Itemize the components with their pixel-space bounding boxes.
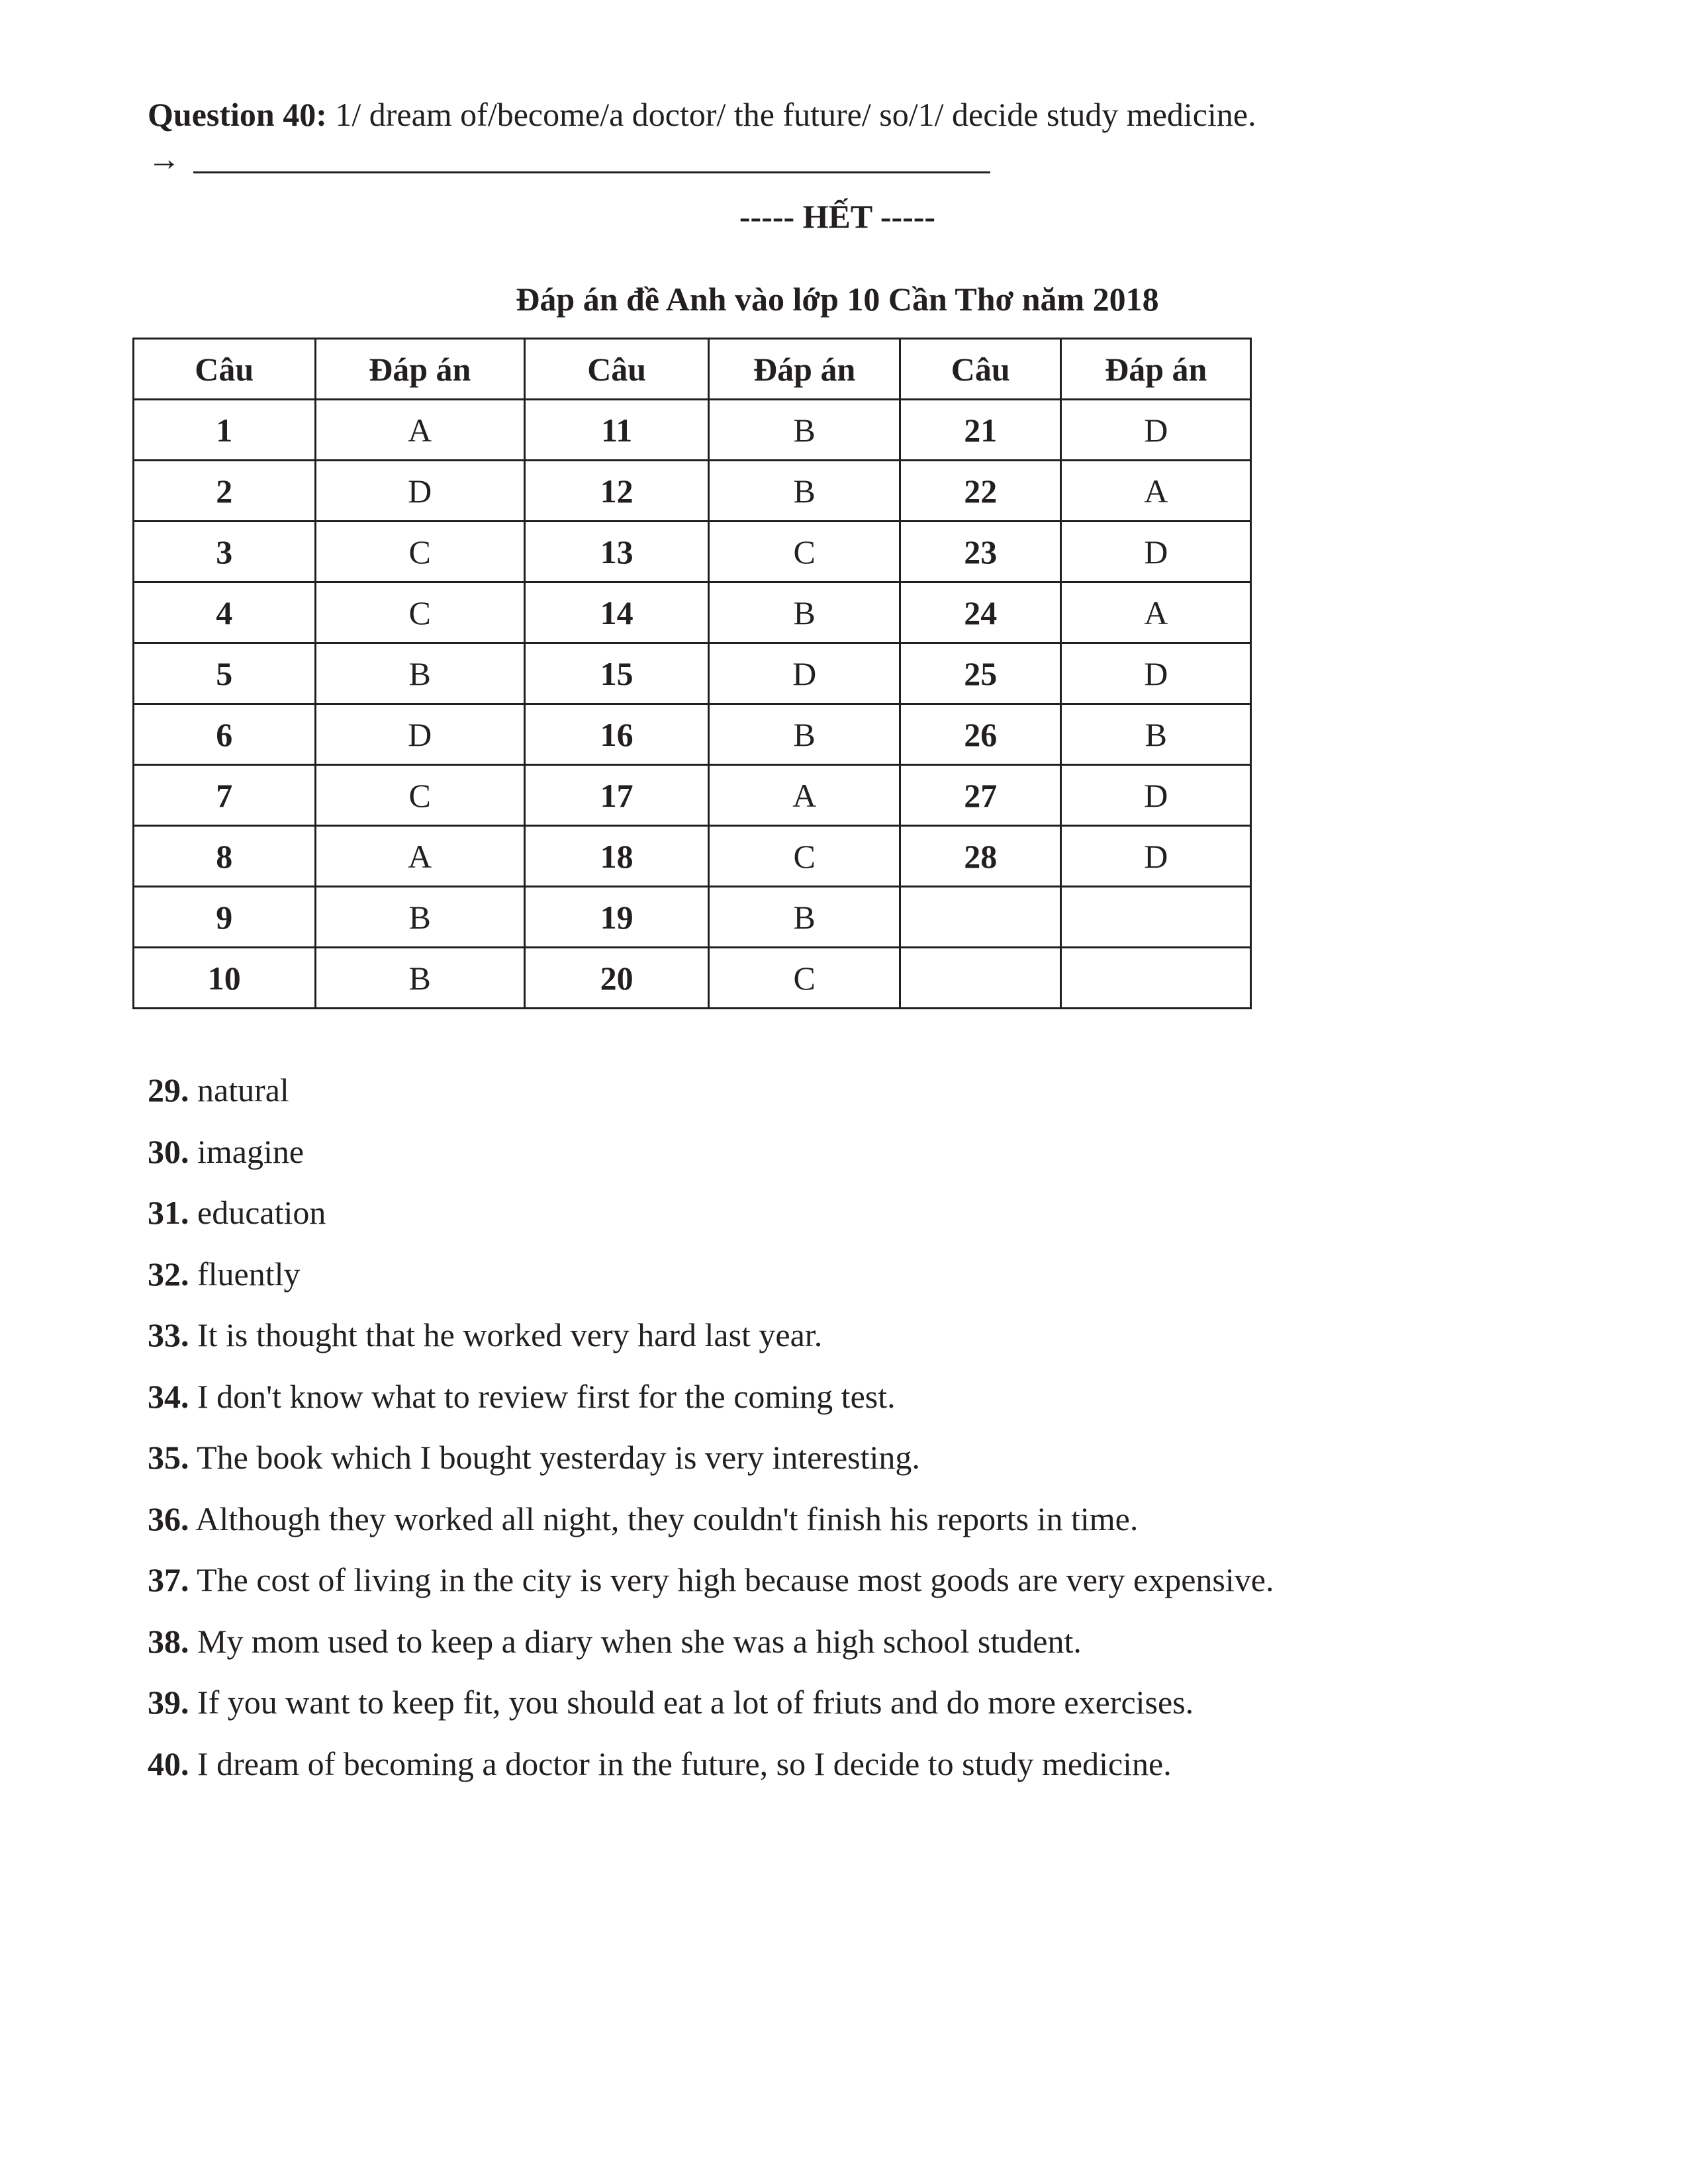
answer-text: If you want to keep fit, you should eat a lot of friuts and do more exercises.: [189, 1684, 1194, 1721]
answer-item: [148, 1377, 1274, 1441]
answer-text: The cost of living in the city is very high because most goods are very expensive.: [189, 1561, 1274, 1598]
question-number-cell: 17: [524, 765, 709, 826]
answer-cell: C: [709, 826, 900, 887]
column-header: Câu: [524, 339, 709, 400]
answer-cell: B: [315, 643, 524, 704]
column-header: Đáp án: [315, 339, 524, 400]
question-number-cell: 28: [900, 826, 1061, 887]
question-number-cell: 24: [900, 582, 1061, 643]
answer-cell: B: [709, 582, 900, 643]
question-number-cell: 21: [900, 400, 1061, 461]
table-row: [134, 704, 1251, 765]
question-40: [148, 98, 1256, 131]
answer-key-title: Đáp án đề Anh vào lớp 10 Cần Thơ năm 2018: [516, 281, 1159, 318]
table-row: [134, 948, 1251, 1009]
answer-number: 37.: [148, 1561, 189, 1598]
question-number-cell: 2: [134, 461, 316, 522]
answer-cell: [1061, 887, 1251, 948]
answer-item: [148, 1441, 1274, 1502]
question-number-cell: 22: [900, 461, 1061, 522]
question-number-cell: 12: [524, 461, 709, 522]
arrow-icon: →: [148, 140, 181, 177]
answer-cell: D: [1061, 522, 1251, 582]
answer-item: [148, 1622, 1274, 1686]
column-header: Đáp án: [1061, 339, 1251, 400]
column-header: Câu: [134, 339, 316, 400]
question-number-cell: [900, 887, 1061, 948]
answer-cell: B: [709, 461, 900, 522]
answer-number: 38.: [148, 1622, 189, 1660]
question-number-cell: 18: [524, 826, 709, 887]
answer-item: [148, 1686, 1274, 1747]
question-number-cell: [900, 948, 1061, 1009]
answer-blank-line: [193, 171, 990, 173]
answer-text: It is thought that he worked very hard last year.: [189, 1316, 823, 1353]
answer-cell: D: [1061, 765, 1251, 826]
answer-number: 39.: [148, 1684, 189, 1721]
question-number-cell: 26: [900, 704, 1061, 765]
table-row: [134, 765, 1251, 826]
question-number-cell: 20: [524, 948, 709, 1009]
answer-cell: D: [1061, 400, 1251, 461]
answer-number: 29.: [148, 1071, 189, 1109]
answer-cell: B: [315, 887, 524, 948]
table-row: [134, 400, 1251, 461]
question-number-cell: 10: [134, 948, 316, 1009]
question-text: 1/ dream of/become/a doctor/ the future/ so/1/ decide study medicine.: [326, 96, 1256, 133]
question-number-cell: 1: [134, 400, 316, 461]
table-row: [134, 826, 1251, 887]
answer-cell: D: [709, 643, 900, 704]
question-number-cell: 27: [900, 765, 1061, 826]
answer-number: 30.: [148, 1132, 189, 1170]
table-header-row: [134, 339, 1251, 400]
answer-cell: B: [709, 400, 900, 461]
question-number-cell: 25: [900, 643, 1061, 704]
answer-cell: B: [709, 887, 900, 948]
answer-text: fluently: [189, 1255, 301, 1293]
answer-item: [148, 1563, 1274, 1625]
answer-cell: A: [709, 765, 900, 826]
answer-number: 31.: [148, 1194, 189, 1231]
answer-cell: A: [315, 400, 524, 461]
answer-cell: A: [1061, 582, 1251, 643]
answer-cell: B: [709, 704, 900, 765]
answer-item: [148, 1196, 1274, 1257]
answer-number: 40.: [148, 1745, 189, 1782]
table-row: [134, 887, 1251, 948]
answer-number: 36.: [148, 1500, 189, 1537]
answer-item: [148, 1132, 1274, 1197]
answer-cell: C: [315, 765, 524, 826]
answer-cell: D: [1061, 826, 1251, 887]
answer-text: I don't know what to review first for the coming test.: [189, 1377, 896, 1415]
answer-cell: A: [315, 826, 524, 887]
question-number-cell: 5: [134, 643, 316, 704]
answer-cell: D: [315, 461, 524, 522]
answer-text: My mom used to keep a diary when she was a high school student.: [189, 1622, 1082, 1660]
answer-cell: C: [315, 582, 524, 643]
question-number-cell: 23: [900, 522, 1061, 582]
answer-cell: D: [1061, 643, 1251, 704]
question-number-cell: 8: [134, 826, 316, 887]
question-number-cell: 9: [134, 887, 316, 948]
end-marker: ----- HẾT -----: [739, 198, 936, 235]
answer-number: 33.: [148, 1316, 189, 1353]
answer-cell: [1061, 948, 1251, 1009]
question-number-cell: 14: [524, 582, 709, 643]
answer-table: [132, 338, 1252, 1009]
answer-cell: A: [1061, 461, 1251, 522]
answer-number: 35.: [148, 1439, 189, 1476]
answer-cell: B: [315, 948, 524, 1009]
column-header: Câu: [900, 339, 1061, 400]
question-number-cell: 19: [524, 887, 709, 948]
question-number-cell: 3: [134, 522, 316, 582]
column-header: Đáp án: [709, 339, 900, 400]
answer-cell: B: [1061, 704, 1251, 765]
answer-item: [148, 1073, 1274, 1135]
answer-text: I dream of becoming a doctor in the future, so I decide to study medicine.: [189, 1745, 1172, 1782]
answer-item: [148, 1747, 1274, 1809]
answer-text: The book which I bought yesterday is very interesting.: [189, 1439, 920, 1476]
question-number-cell: 15: [524, 643, 709, 704]
question-number-cell: 13: [524, 522, 709, 582]
answer-text: imagine: [189, 1132, 305, 1170]
answer-cell: C: [315, 522, 524, 582]
answer-cell: C: [709, 948, 900, 1009]
answer-cell: D: [315, 704, 524, 765]
question-number-cell: 4: [134, 582, 316, 643]
answer-cell: C: [709, 522, 900, 582]
written-answers-list: [148, 1073, 1274, 1808]
answer-number: 34.: [148, 1377, 189, 1415]
answer-item: [148, 1257, 1274, 1319]
answer-text: education: [189, 1194, 326, 1231]
answer-number: 32.: [148, 1255, 189, 1293]
question-number-cell: 6: [134, 704, 316, 765]
question-number-cell: 7: [134, 765, 316, 826]
table-row: [134, 582, 1251, 643]
question-number-cell: 11: [524, 400, 709, 461]
answer-item: [148, 1502, 1274, 1564]
table-row: [134, 643, 1251, 704]
table-row: [134, 522, 1251, 582]
question-label: Question 40:: [148, 96, 327, 133]
table-row: [134, 461, 1251, 522]
answer-text: Although they worked all night, they couldn't finish his reports in time.: [189, 1500, 1139, 1537]
answer-text: natural: [189, 1071, 289, 1109]
question-number-cell: 16: [524, 704, 709, 765]
answer-item: [148, 1318, 1274, 1380]
